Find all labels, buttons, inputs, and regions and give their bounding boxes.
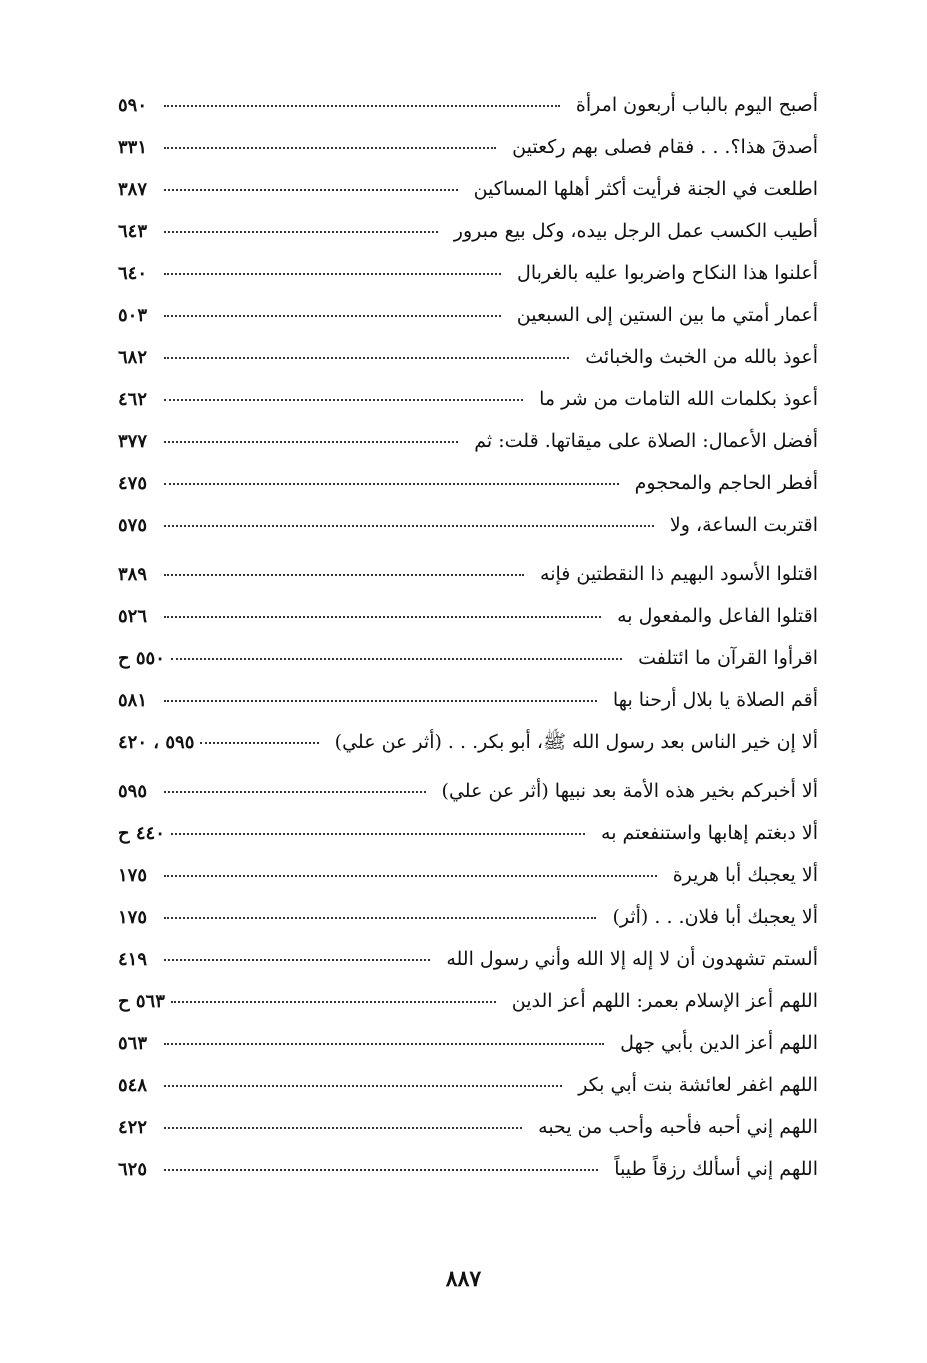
page-number: ٨٨٧ xyxy=(445,1266,482,1292)
entry-page-ref: ١٧٥ xyxy=(118,865,148,886)
dot-leader xyxy=(164,230,438,233)
dot-leader xyxy=(164,146,496,149)
index-entry xyxy=(118,336,818,378)
entry-page-ref: ٦٤٣ xyxy=(118,221,148,242)
dot-leader xyxy=(164,398,523,401)
entry-text: ألا يعجبك أبا هريرة xyxy=(672,864,818,886)
entry-page-ref: ٥٤٨ xyxy=(118,1075,148,1096)
entry-page-ref: ٥٦٣ ح xyxy=(118,991,165,1012)
entry-page-ref: ٤٤٠ ح xyxy=(118,823,165,844)
index-entry xyxy=(118,553,818,595)
index-entry xyxy=(118,294,818,336)
dot-leader xyxy=(164,1168,598,1171)
entry-page-ref: ٦٨٢ xyxy=(118,347,148,368)
dot-leader xyxy=(200,741,318,744)
entry-text: أعمار أمتي ما بين الستين إلى السبعين xyxy=(516,304,818,326)
entry-page-ref: ٥٥٠ ح xyxy=(118,648,165,669)
entry-text: أعلنوا هذا النكاح واضربوا عليه بالغربال xyxy=(517,262,818,284)
index-entry xyxy=(118,595,818,637)
index-entry xyxy=(118,770,818,812)
entry-text: ألا دبغتم إهابها واستنفعتم به xyxy=(601,822,818,844)
entry-text: ألستم تشهدون أن لا إله إلا الله وأني رسول الله xyxy=(446,948,818,970)
entry-text: اللهم إني أسألك رزقاً طيباً xyxy=(614,1158,818,1180)
index-entry xyxy=(118,1064,818,1106)
index-entry xyxy=(118,938,818,980)
dot-leader xyxy=(171,832,585,835)
entry-text: اقتلوا الأسود البهيم ذا النقطتين فإنه xyxy=(540,563,818,585)
dot-leader xyxy=(164,188,458,191)
dot-leader xyxy=(164,104,560,107)
dot-leader xyxy=(164,272,501,275)
dot-leader xyxy=(164,699,597,702)
dot-leader xyxy=(171,657,622,660)
dot-leader xyxy=(164,573,524,576)
entry-page-ref: ٥٦٣ xyxy=(118,1033,148,1054)
dot-leader xyxy=(164,790,426,793)
entry-text: أصدقَ هذا؟. . . فقام فصلى بهم ركعتين xyxy=(512,136,818,158)
entry-text: اللهم أعز الدين بأبي جهل xyxy=(620,1032,818,1054)
dot-leader xyxy=(164,958,430,961)
index-entry xyxy=(118,378,818,420)
entry-page-ref: ٣٨٩ xyxy=(118,564,148,585)
index-entry xyxy=(118,1148,818,1190)
index-entry xyxy=(118,1022,818,1064)
entry-page-ref: ٥٩٥ ، ٤٢٠ xyxy=(118,732,195,753)
entry-text: اطلعت في الجنة فرأيت أكثر أهلها المساكين xyxy=(473,178,818,200)
index-entry xyxy=(118,721,818,763)
hadith-index-list xyxy=(118,84,818,1190)
entry-text: اللهم إني أحبه فأحبه وأحب من يحبه xyxy=(538,1116,818,1138)
index-entry xyxy=(118,896,818,938)
dot-leader xyxy=(164,615,601,618)
entry-page-ref: ٥٧٥ xyxy=(118,515,148,536)
entry-page-ref: ٤٦٢ xyxy=(118,389,148,410)
entry-text: أطيب الكسب عمل الرجل بيده، وكل بيع مبرور xyxy=(453,220,818,242)
dot-leader xyxy=(171,1000,496,1003)
index-entry xyxy=(118,1106,818,1148)
entry-text: ألا إن خير الناس بعد رسول الله ﷺ، أبو بكر. . . (أثر عن علي) xyxy=(334,731,818,753)
index-entry xyxy=(118,210,818,252)
entry-page-ref: ٣٣١ xyxy=(118,137,148,158)
dot-leader xyxy=(164,874,657,877)
entry-page-ref: ٥٠٣ xyxy=(118,305,148,326)
dot-leader xyxy=(164,314,501,317)
index-entry xyxy=(118,679,818,721)
entry-page-ref: ٥٩٠ xyxy=(118,95,148,116)
index-entry xyxy=(118,84,818,126)
entry-text: ألا أخبركم بخير هذه الأمة بعد نبيها (أثر عن علي) xyxy=(441,780,818,802)
dot-leader xyxy=(164,1084,562,1087)
entry-text: أعوذ بكلمات الله التامات من شر ما xyxy=(539,388,818,410)
entry-page-ref: ٤١٩ xyxy=(118,949,148,970)
dot-leader xyxy=(164,524,654,527)
entry-text: أفضل الأعمال: الصلاة على ميقاتها. قلت: ثم xyxy=(474,430,818,452)
index-entry xyxy=(118,420,818,462)
index-entry xyxy=(118,168,818,210)
index-entry xyxy=(118,462,818,504)
entry-text: أعوذ بالله من الخبث والخبائث xyxy=(585,346,818,368)
index-entry xyxy=(118,504,818,546)
entry-text: اقتلوا الفاعل والمفعول به xyxy=(617,605,818,627)
entry-page-ref: ٦٤٠ xyxy=(118,263,148,284)
dot-leader xyxy=(164,1042,604,1045)
entry-text: أفطر الحاجم والمحجوم xyxy=(634,472,818,494)
index-entry xyxy=(118,252,818,294)
entry-text: أقم الصلاة يا بلال أرحنا بها xyxy=(612,689,818,711)
dot-leader xyxy=(164,440,458,443)
entry-text: اقرأوا القرآن ما ائتلفت xyxy=(638,647,818,669)
entry-page-ref: ٥٨١ xyxy=(118,690,148,711)
entry-text: اللهم اغفر لعائشة بنت أبي بكر xyxy=(578,1074,818,1096)
index-entry xyxy=(118,854,818,896)
entry-page-ref: ٣٧٧ xyxy=(118,431,148,452)
dot-leader xyxy=(164,356,569,359)
index-entry xyxy=(118,637,818,679)
index-entry xyxy=(118,980,818,1022)
dot-leader xyxy=(164,1126,522,1129)
entry-page-ref: ١٧٥ xyxy=(118,907,148,928)
index-entry xyxy=(118,812,818,854)
entry-text: أصبح اليوم بالباب أربعون امرأة xyxy=(575,94,818,116)
index-entry xyxy=(118,126,818,168)
entry-text: ألا يعجبك أبا فلان. . . (أثر) xyxy=(612,906,818,928)
entry-page-ref: ٥٩٥ xyxy=(118,781,148,802)
entry-page-ref: ٥٢٦ xyxy=(118,606,148,627)
entry-page-ref: ٣٨٧ xyxy=(118,179,148,200)
entry-page-ref: ٦٢٥ xyxy=(118,1159,148,1180)
entry-text: اللهم أعز الإسلام بعمر: اللهم أعز الدين xyxy=(511,990,818,1012)
dot-leader xyxy=(164,916,596,919)
entry-page-ref: ٤٢٢ xyxy=(118,1117,148,1138)
entry-text: اقتربت الساعة، ولا xyxy=(669,514,818,536)
dot-leader xyxy=(164,482,619,485)
entry-page-ref: ٤٧٥ xyxy=(118,473,148,494)
